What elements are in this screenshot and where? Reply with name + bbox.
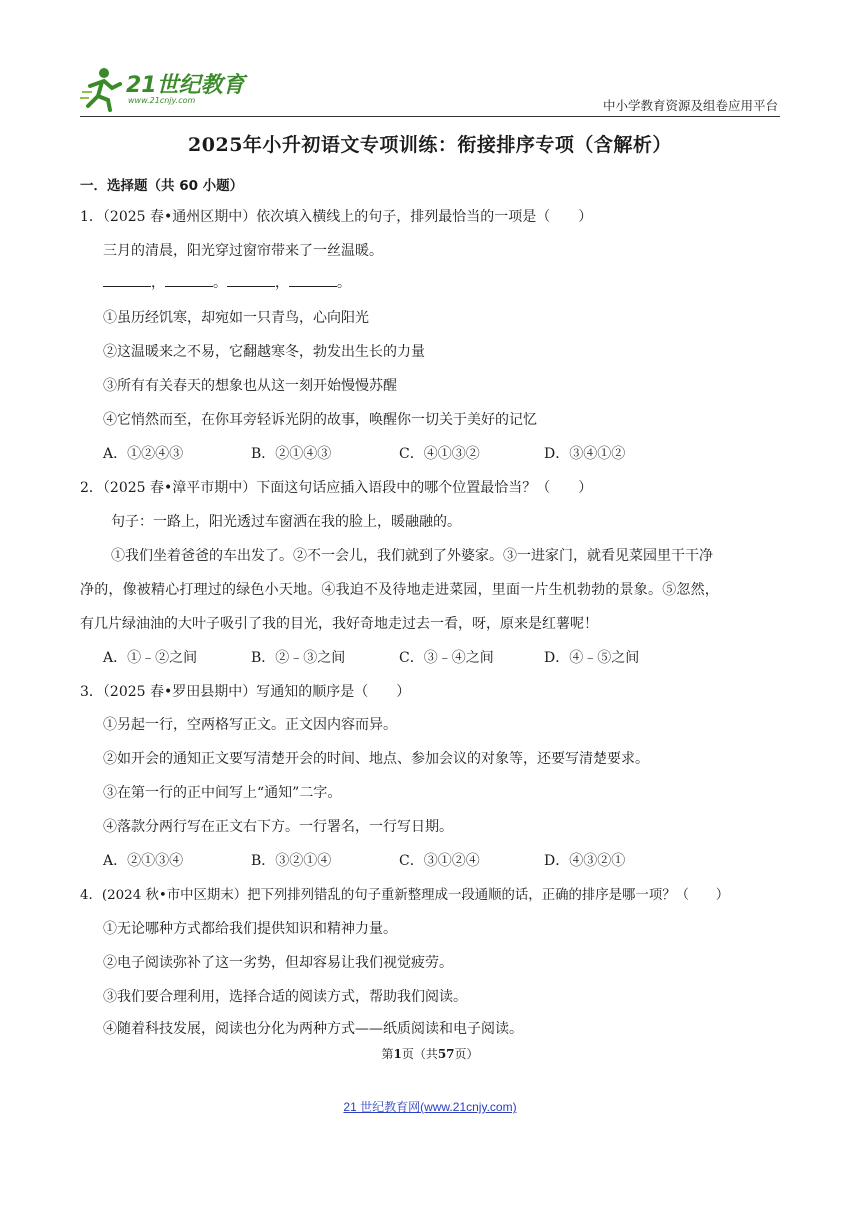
- question-4-line: ④随着科技发展，阅读也分化为两种方式——纸质阅读和电子阅读。: [103, 1021, 523, 1037]
- option-b[interactable]: B．③②①④: [251, 853, 332, 869]
- logo-text: 21世纪教育: [126, 73, 245, 98]
- question-2-line: ①我们坐着爸爸的车出发了。②不一会儿，我们就到了外婆家。③一进家门，就看见菜园里干干净: [111, 548, 713, 564]
- platform-name: 中小学教育资源及组卷应用平台: [602, 98, 778, 113]
- option-d[interactable]: D．③④①②: [544, 446, 626, 462]
- page-prefix: 第: [381, 1047, 394, 1061]
- question-2-stem: 2．（2025 春•漳平市期中）下面这句话应插入语段中的哪个位置最恰当？（ ）: [80, 480, 593, 496]
- option-d[interactable]: D．④﹣⑤之间: [544, 650, 640, 666]
- page-title: 2025年小升初语文专项训练：衔接排序专项（含解析）: [188, 134, 672, 156]
- question-4-line: ③我们要合理利用，选择合适的阅读方式，帮助我们阅读。: [103, 989, 467, 1005]
- header-divider: [80, 116, 780, 117]
- option-d[interactable]: D．④③②①: [544, 853, 626, 869]
- question-1-line: 三月的清晨，阳光穿过窗帘带来了一丝温暖。: [103, 243, 383, 259]
- blank: [103, 274, 151, 287]
- question-2-line: 句子：一路上，阳光透过车窗洒在我的脸上，暖融融的。: [111, 514, 461, 530]
- option-a[interactable]: A．①﹣②之间: [103, 650, 198, 666]
- question-1-options: [103, 443, 625, 463]
- blank: [227, 274, 275, 287]
- question-4-stem: 4．(2024 秋•市中区期末）把下列排列错乱的句子重新整理成一段通顺的话，正确的排序是哪一项？（ ）: [80, 888, 730, 903]
- question-3-line: ②如开会的通知正文要写清楚开会的时间、地点、参加会议的对象等，还要写清楚要求。: [103, 751, 649, 767]
- question-3-line: ①另起一行，空两格写正文。正文因内容而异。: [103, 717, 397, 733]
- question-1-line: ④它悄然而至，在你耳旁轻诉光阴的故事，唤醒你一切关于美好的记忆: [103, 412, 537, 428]
- option-a[interactable]: A．②①③④: [103, 853, 184, 869]
- logo: [80, 66, 250, 112]
- question-2-options: [103, 647, 639, 667]
- question-3-line: ④落款分两行写在正文右下方。一行署名，一行写日期。: [103, 819, 453, 835]
- question-1-line: ①虽历经饥寒，却宛如一只青鸟，心向阳光: [103, 310, 369, 326]
- question-3-options: [103, 850, 625, 870]
- total-pages: 57: [437, 1047, 455, 1061]
- question-1-line: ③所有有关春天的想象也从这一刻开始慢慢苏醒: [103, 378, 397, 394]
- page-header: [80, 62, 780, 120]
- question-3-stem: 3．（2025 春•罗田县期中）写通知的顺序是（ ）: [80, 684, 411, 700]
- question-4-line: ②电子阅读弥补了这一劣势，但却容易让我们视觉疲劳。: [103, 955, 453, 971]
- page-mid: 页（共: [401, 1047, 438, 1061]
- blank: [165, 274, 213, 287]
- question-2-line: 净的，像被精心打理过的绿色小天地。④我迫不及待地走进菜园，里面一片生机勃勃的景象。⑤忽然，: [80, 582, 719, 598]
- question-2-line: 有几片绿油油的大叶子吸引了我的目光，我好奇地走过去一看，呀，原来是红薯呢！: [80, 616, 598, 632]
- option-c[interactable]: C．④①③②: [399, 446, 480, 462]
- current-page: 1: [393, 1047, 402, 1061]
- running-figure-icon: [80, 66, 126, 112]
- option-c[interactable]: C．③①②④: [399, 853, 480, 869]
- option-c[interactable]: C．③﹣④之间: [399, 650, 494, 666]
- question-3-line: ③在第一行的正中间写上“通知”二字。: [103, 785, 342, 801]
- question-1-blanks: ， 。 ， 。: [103, 272, 780, 292]
- site-link[interactable]: 21 世纪教育网(www.21cnjy.com): [343, 1100, 517, 1114]
- page-suffix: 页）: [454, 1047, 479, 1061]
- blank: [289, 274, 337, 287]
- question-4-line: ①无论哪种方式都给我们提供知识和精神力量。: [103, 921, 397, 937]
- option-a[interactable]: A．①②④③: [103, 446, 184, 462]
- question-1-stem: 1．（2025 春•通州区期中）依次填入横线上的句子，排列最恰当的一项是（ ）: [80, 209, 593, 225]
- page-number: [0, 1045, 860, 1062]
- option-b[interactable]: B．②①④③: [251, 446, 332, 462]
- section-heading: 一．选择题（共 60 小题）: [80, 178, 244, 194]
- option-b[interactable]: B．②﹣③之间: [251, 650, 346, 666]
- logo-url: www.21cnjy.com: [128, 96, 196, 105]
- question-1-line: ②这温暖来之不易，它翻越寒冬，勃发出生长的力量: [103, 344, 425, 360]
